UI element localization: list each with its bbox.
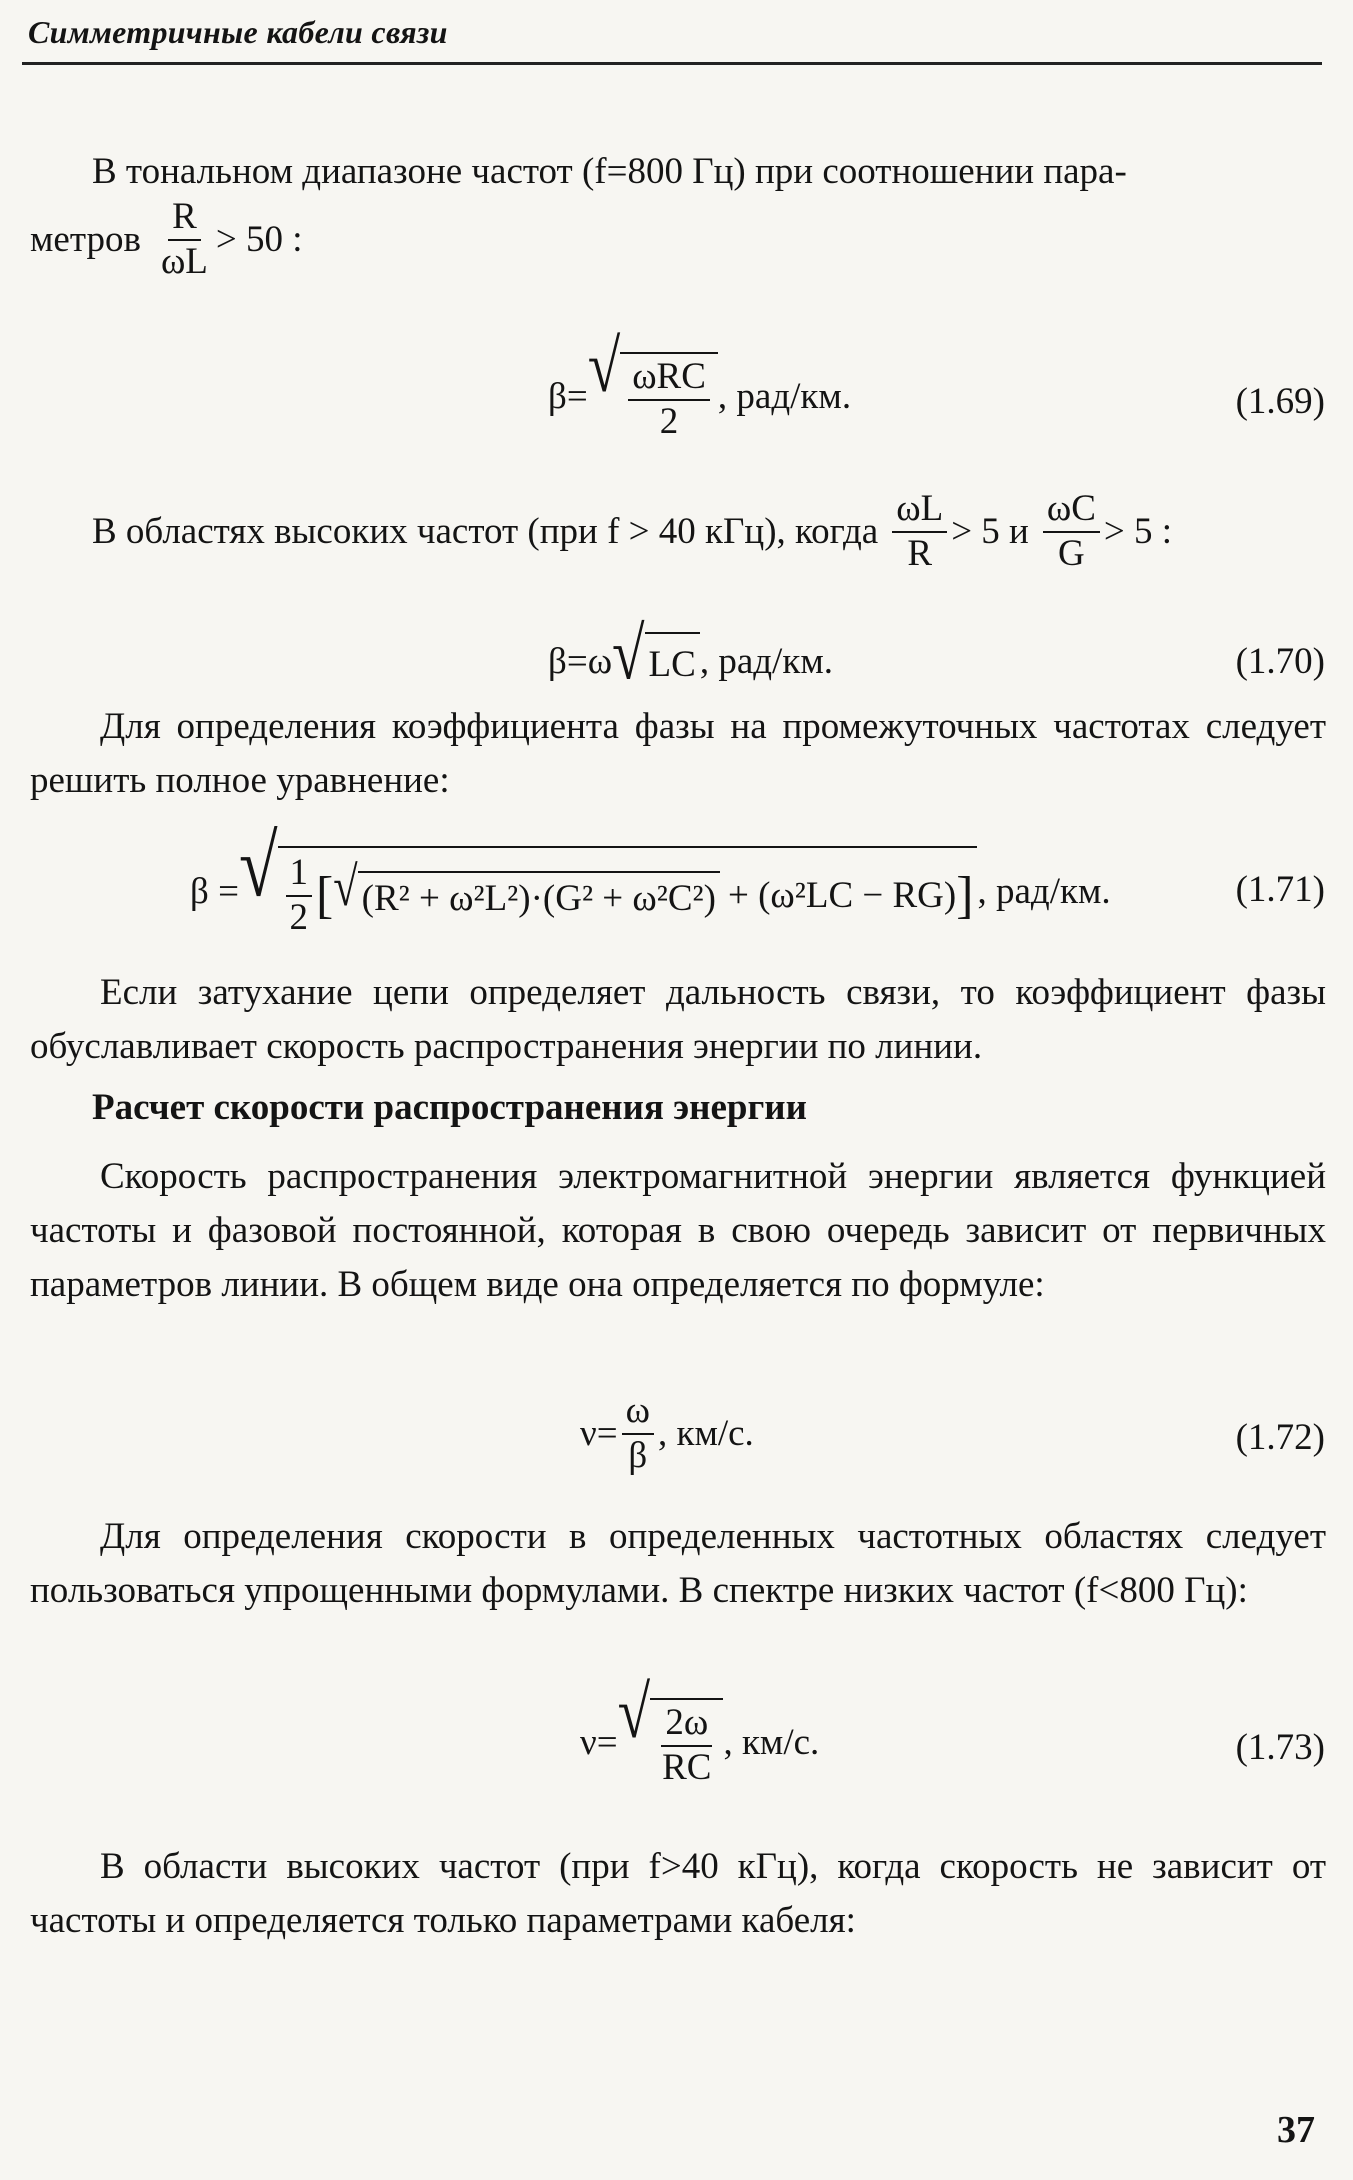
- equation-1-72: [580, 1392, 754, 1476]
- fraction-denominator: β: [628, 1434, 648, 1476]
- fraction: [622, 1392, 654, 1476]
- fraction-denominator: RC: [662, 1746, 712, 1788]
- equation-tail: + (ω²LC − RG): [727, 875, 957, 917]
- fraction-numerator: 1: [286, 854, 313, 897]
- fraction-numerator: 2ω: [661, 1704, 712, 1747]
- ratio-r-over-wl: [157, 198, 212, 282]
- eq-lhs: β=: [548, 376, 588, 418]
- inner-radicand: (R² + ω²L²)·(G² + ω²C²): [358, 871, 720, 920]
- section-heading: Расчет скорости распространения энергии: [92, 1087, 807, 1128]
- equation-1-73: [580, 1670, 820, 1788]
- equation-1-69: [548, 324, 852, 442]
- radicand: LC: [645, 632, 700, 691]
- sqrt-sign: √ $\frac{\text{ωRC}}{2}$: [588, 352, 718, 442]
- fraction-numerator: ωRC: [628, 358, 710, 401]
- paragraph-2: [92, 490, 1172, 574]
- fraction-numerator: R: [168, 198, 201, 241]
- sqrt-sign-outer: √ $\frac{1}{2}$ [ √ (R² + ω²L²)·(G² + ω²C²) + (ω²LC − RG) ]: [239, 846, 978, 938]
- fraction-denominator: 2: [659, 400, 679, 442]
- paragraph-1-prefix: метров: [30, 219, 141, 261]
- fraction-denominator: 2: [289, 896, 309, 938]
- right-bracket: ]: [956, 867, 974, 925]
- fraction-one-half: [286, 854, 313, 938]
- ratio-wl-over-r: [892, 490, 947, 574]
- eq-unit: , км/с.: [723, 1722, 820, 1764]
- equation-1-70: [548, 612, 833, 695]
- equation-number-1-70: (1.70): [1235, 641, 1325, 682]
- eq-lhs: ν=: [580, 1722, 618, 1764]
- paragraph-7: В области высоких частот (при f>40 кГц), когда скорость не зависит от частоты и определяется только параметрами кабеля:: [30, 1846, 1326, 1941]
- equation-number-1-72: (1.72): [1235, 1417, 1325, 1458]
- sqrt-sign-inner: √ (R² + ω²L²)·(G² + ω²C²): [333, 871, 720, 920]
- equation-number-1-71: (1.71): [1235, 869, 1325, 910]
- eq-lhs: β =: [190, 871, 239, 913]
- header-rule: [22, 62, 1322, 65]
- fraction-denominator: G: [1058, 532, 1085, 574]
- paragraph-1-line-2: [30, 198, 303, 282]
- paragraph-2-mid: > 5 и: [951, 511, 1029, 553]
- paragraph-1-suffix: > 50 :: [215, 219, 303, 261]
- fraction-numerator: ωC: [1043, 490, 1100, 533]
- left-bracket: [: [316, 867, 334, 925]
- paragraph-2-prefix: В областях высоких частот (при f > 40 кГц), когда: [92, 511, 879, 553]
- fraction-numerator: ωL: [892, 490, 947, 533]
- page-number: 37: [1277, 2109, 1315, 2151]
- fraction-numerator: ω: [622, 1392, 654, 1435]
- equation-1-71: [190, 818, 1111, 938]
- fraction-denominator: R: [907, 532, 933, 574]
- paragraph-3: Для определения коэффициента фазы на промежуточных частотах следует решить полное уравнение:: [30, 706, 1326, 801]
- eq-lhs: ν=: [580, 1413, 618, 1455]
- eq-unit: , рад/км.: [977, 871, 1111, 913]
- ratio-wc-over-g: [1043, 490, 1100, 574]
- running-header: Симметричные кабели связи: [28, 14, 448, 50]
- equation-number-1-73: (1.73): [1235, 1727, 1325, 1768]
- equation-number-1-69: (1.69): [1235, 381, 1325, 422]
- eq-lhs: β=ω: [548, 641, 613, 683]
- fraction-denominator: ωL: [160, 240, 208, 282]
- fraction: [628, 358, 710, 442]
- sqrt-sign: √ $\frac{2\omega}{RC}$: [618, 1698, 724, 1788]
- paragraph-4: Если затухание цепи определяет дальность связи, то коэффициент фазы обуславливает скорость распространения энергии по линии.: [30, 972, 1326, 1067]
- paragraph-5: Скорость распространения электромагнитной энергии является функцией частоты и фазовой постоянной, которая в свою очередь зависит от первичных параметров линии. В общем виде она определяется по формуле:: [30, 1156, 1326, 1305]
- eq-unit: , рад/км.: [699, 641, 833, 683]
- paragraph-2-suffix: > 5 :: [1103, 511, 1173, 553]
- eq-unit: , рад/км.: [717, 376, 852, 418]
- sqrt-sign: √ LC: [612, 632, 700, 691]
- fraction: [658, 1704, 715, 1788]
- paragraph-6: Для определения скорости в определенных частотных областях следует пользоваться упрощенными формулами. В спектре низких частот (f<800 Гц):: [30, 1516, 1326, 1611]
- paragraph-1-line-1: В тональном диапазоне частот (f=800 Гц) при соотношении пара-: [92, 151, 1127, 192]
- eq-unit: , км/с.: [657, 1413, 754, 1455]
